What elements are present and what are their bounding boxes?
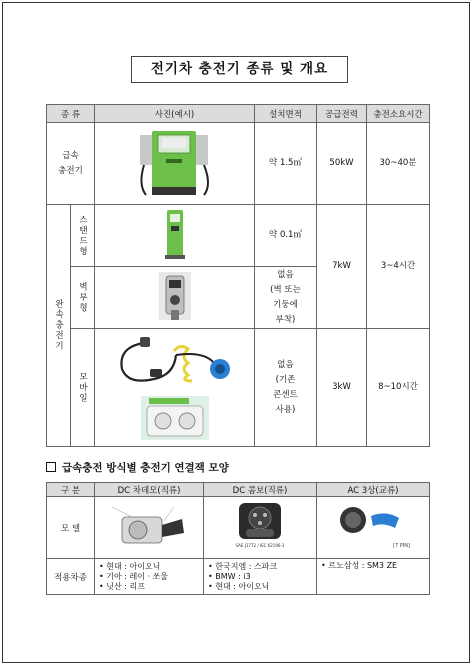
stand-charger-area: 약 0.1㎡: [255, 205, 317, 267]
chademo-connector-image: [104, 499, 194, 553]
header-power: 공급전력: [317, 105, 367, 123]
mobile-charger-cable-image: [114, 333, 236, 389]
checkbox-icon: [46, 462, 56, 472]
list-item: • 현대 : 아이오닉: [208, 581, 270, 591]
header-ac3: AC 3상(교류): [317, 483, 430, 497]
table-row: [47, 123, 430, 205]
header-photo: 사진(예시): [95, 105, 255, 123]
table-row: [47, 497, 430, 559]
stand-charger-photo: [95, 205, 255, 267]
mobile-time: 8~10시간: [367, 329, 430, 447]
header-type: 종 류: [47, 105, 95, 123]
list-item: • 닛산 : 리프: [99, 581, 145, 591]
table-header-row: [47, 105, 430, 123]
table-row: [47, 559, 430, 595]
wall-type-label: 벽부형: [71, 267, 95, 329]
ac3-model-cell: [317, 497, 430, 559]
fast-charger-time: 30~40분: [367, 123, 430, 205]
mobile-type-label: 모바일: [71, 329, 95, 447]
combo-caption: SAE J1772 / IEC 62196-3: [235, 543, 285, 548]
mobile-charger-area: 없음 (기존 콘센트 사용): [255, 329, 317, 447]
stand-wall-power: 7kW: [317, 205, 367, 329]
stand-charger-image: [160, 208, 190, 260]
stand-type-label: 스탠드형: [71, 205, 95, 267]
ac3-caption: [7 PIN]: [393, 543, 410, 549]
list-item: • 한국지엠 : 스파크: [208, 561, 278, 571]
list-item: • 현대 : 아이오닉: [99, 561, 161, 571]
stand-wall-time: 3~4시간: [367, 205, 430, 329]
connector-types-table: [46, 482, 430, 595]
header-area: 설치면적: [255, 105, 317, 123]
wall-charger-area: 없음 (벽 또는 기둥에 부착): [255, 267, 317, 329]
model-label: 모 델: [47, 497, 95, 559]
table-header-row: [47, 483, 430, 497]
fast-charger-power: 50kW: [317, 123, 367, 205]
list-item: • 기아 : 레이 · 쏘울: [99, 571, 169, 581]
mobile-charger-photo: [95, 329, 255, 447]
combo-vehicles: [204, 559, 317, 595]
slow-charger-label: 완속충전기: [47, 205, 71, 447]
fast-charger-label: 급속 충전기: [47, 123, 95, 205]
header-chademo: DC 차데모(직류): [95, 483, 204, 497]
header-combo: DC 콤보(직류): [204, 483, 317, 497]
chademo-model-cell: [95, 497, 204, 559]
table-row: [47, 329, 430, 447]
wall-charger-photo: [95, 267, 255, 329]
fast-charger-image: [132, 125, 218, 199]
list-item: • 르노삼성 : SM3 ZE: [321, 561, 398, 570]
wall-socket-image: [141, 396, 209, 440]
charger-types-table: [46, 104, 430, 447]
wall-charger-image: [157, 270, 193, 322]
fast-charger-photo: [95, 123, 255, 205]
ac3-vehicles: [317, 559, 430, 595]
chademo-vehicles: [95, 559, 204, 595]
page-title: 전기차 충전기 종류 및 개요: [131, 56, 348, 83]
list-item: • BMW : i3: [208, 571, 251, 581]
header-time: 충전소요시간: [367, 105, 430, 123]
table-row: [47, 205, 430, 267]
combo-model-cell: [204, 497, 317, 559]
combo-connector-image: [235, 501, 285, 551]
fast-charger-area: 약 1.5㎡: [255, 123, 317, 205]
mobile-power: 3kW: [317, 329, 367, 447]
header-category: 구 분: [47, 483, 95, 497]
section-heading: 급속충전 방식별 충전기 연결잭 모양: [46, 461, 446, 477]
vehicle-label: 적용차종: [47, 559, 95, 595]
ac3-connector-image: [335, 500, 411, 552]
